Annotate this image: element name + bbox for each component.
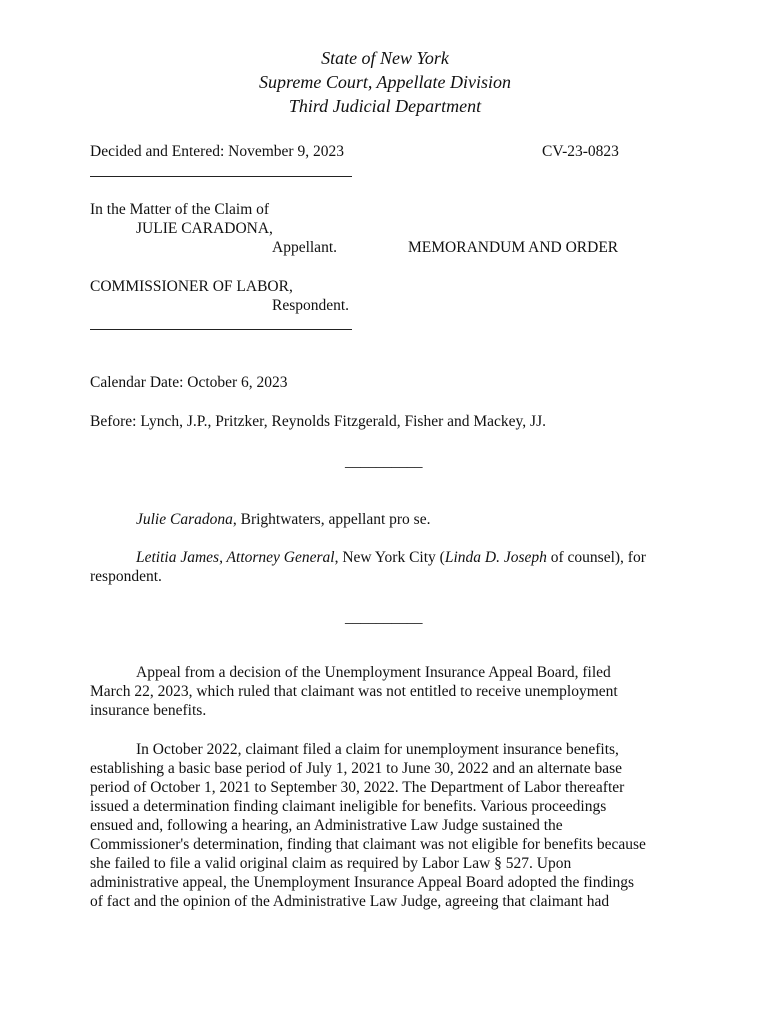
appellant-counsel	[136, 510, 430, 529]
appellant-role: Appellant.	[272, 239, 337, 256]
respondent-counsel-name: Letitia James, Attorney General	[136, 549, 335, 566]
caption-bottom-rule	[90, 329, 352, 330]
respondent-counsel	[136, 548, 646, 567]
case-number: CV-23-0823	[542, 143, 619, 160]
body-line: Commissioner's determination, finding that claimant was not eligible for benefits because	[90, 836, 646, 853]
court-name-division: Supreme Court, Appellate Division	[259, 72, 511, 92]
appellant-counsel-name: Julie Caradona	[136, 511, 233, 528]
body-line: establishing a basic base period of July 1, 2021 to June 30, 2022 and an alternate base	[90, 760, 623, 777]
body-paragraph	[90, 740, 650, 911]
appellant-name: JULIE CARADONA,	[136, 220, 273, 237]
appeal-line: insurance benefits.	[90, 702, 207, 719]
body-line: ensued and, following a hearing, an Administrative Law Judge sustained the	[90, 817, 563, 834]
body-line: she failed to file a valid original claim as required by Labor Law § 527. Upon	[90, 855, 572, 872]
body-line: of fact and the opinion of the Administrative Law Judge, agreeing that claimant had	[90, 893, 610, 910]
appellant-counsel-detail: , Brightwaters, appellant pro se.	[232, 511, 431, 528]
body-line: period of October 1, 2021 to September 30, 2022. The Department of Labor thereafter	[90, 779, 625, 796]
panel-justices: Before: Lynch, J.P., Pritzker, Reynolds Fitzgerald, Fisher and Mackey, JJ.	[90, 413, 546, 430]
respondent-counsel-end: of counsel), for	[546, 549, 646, 566]
divider-bottom: __________	[345, 609, 423, 626]
body-line: In October 2022, claimant filed a claim for unemployment insurance benefits,	[136, 741, 619, 758]
appeal-line: Appeal from a decision of the Unemployment Insurance Appeal Board, filed	[136, 664, 611, 681]
appeal-line: March 22, 2023, which ruled that claimant was not entitled to receive unemployment	[90, 683, 618, 700]
respondent-counsel-city: , New York City (	[334, 549, 445, 566]
respondent-of-counsel-name: Linda D. Joseph	[444, 549, 547, 566]
calendar-date: Calendar Date: October 6, 2023	[90, 374, 288, 391]
body-line: issued a determination finding claimant ineligible for benefits. Various proceedings	[90, 798, 607, 815]
divider-top: __________	[345, 453, 423, 470]
document-type: MEMORANDUM AND ORDER	[408, 239, 619, 256]
respondent-role: Respondent.	[272, 297, 350, 314]
respondent-counsel-line2: respondent.	[90, 568, 162, 585]
body-line: administrative appeal, the Unemployment Insurance Appeal Board adopted the findings	[90, 874, 635, 891]
court-name-state: State of New York	[321, 48, 449, 68]
decided-entered-date: Decided and Entered: November 9, 2023	[90, 143, 344, 160]
court-name-department: Third Judicial Department	[288, 96, 482, 116]
caption-matter-of: In the Matter of the Claim of	[90, 201, 270, 218]
respondent-name: COMMISSIONER OF LABOR,	[90, 278, 293, 295]
appeal-paragraph	[90, 663, 650, 720]
caption-top-rule	[90, 176, 352, 177]
